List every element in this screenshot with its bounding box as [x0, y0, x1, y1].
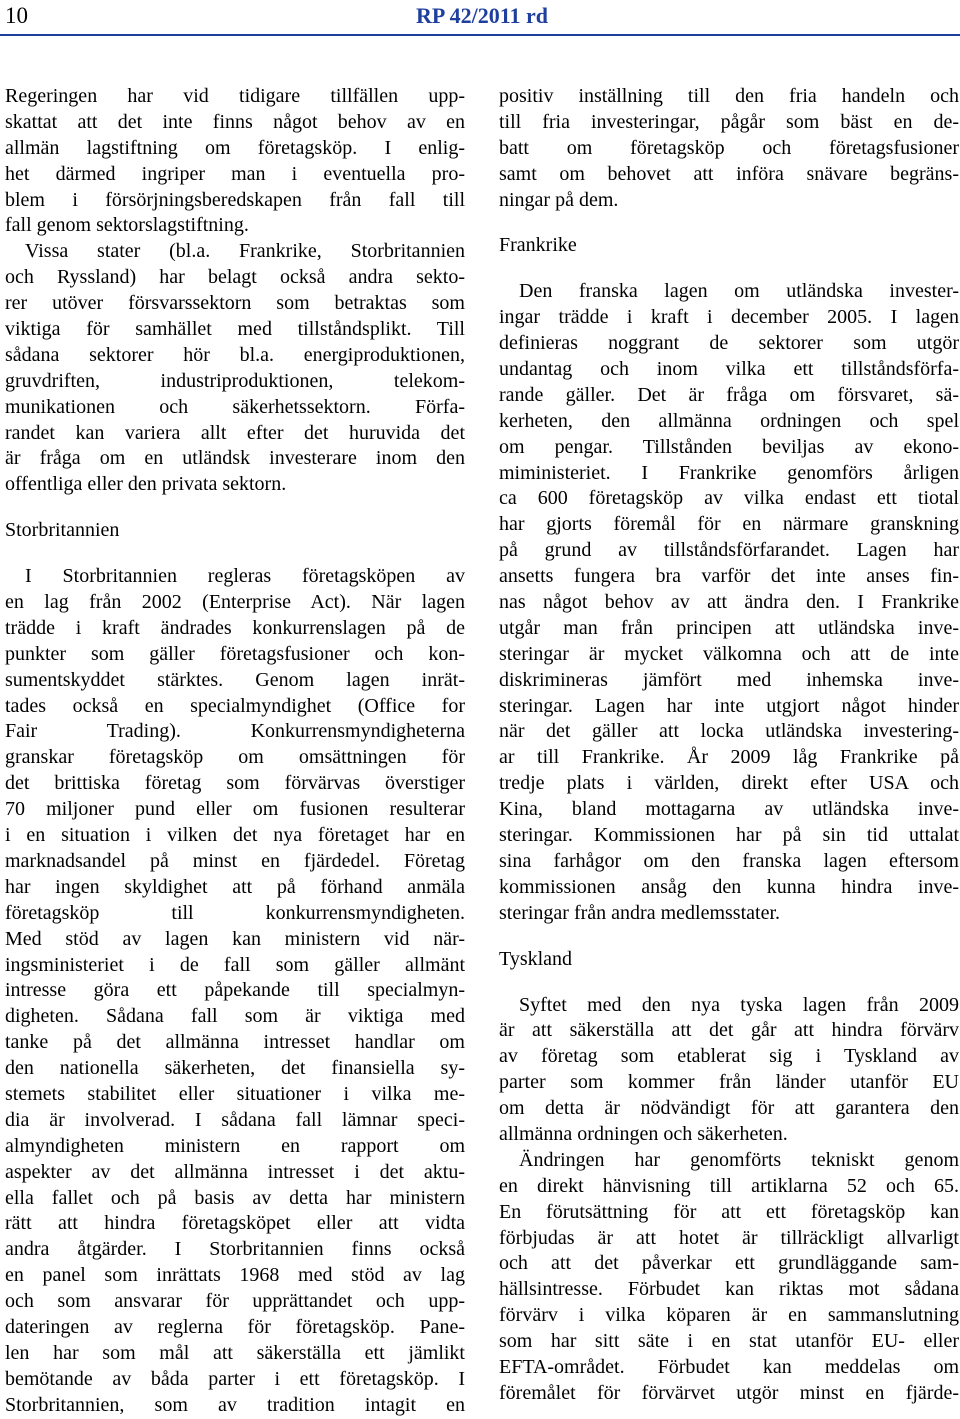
text-line: granskar företagsköp om omsättningen för	[5, 746, 465, 769]
paragraph-gap	[5, 498, 465, 518]
text-line: när det gäller att locka utländska investering-	[499, 720, 959, 743]
text-line: steringar. Kommissionen har på sin tid uttalat	[499, 824, 959, 847]
paragraph-gap	[499, 259, 959, 279]
text-line: munikationen och säkerhetssektorn. Förfa-	[5, 395, 465, 418]
text-line: om pengar. Tillstånden beviljas av ekono-	[499, 435, 959, 458]
text-line: allmän lagstiftning om företagsköp. I enlig-	[5, 136, 465, 159]
text-line: dia är involverad. I sådana fall lämnar speci-	[5, 1108, 465, 1131]
page-header	[0, 0, 960, 40]
text-line: och som ansvarar för upprättandet och upp-	[5, 1290, 465, 1313]
text-line: rer utöver försvarssektorn som betraktas som	[5, 292, 465, 315]
text-line: ningar på dem.	[499, 188, 619, 211]
text-line: är fråga om en utländsk investerare inom den	[5, 447, 465, 470]
text-line: andra åtgärder. I Storbritannien finns också	[5, 1238, 465, 1261]
text-line: ella fallet och på basis av detta har ministern	[5, 1186, 465, 1209]
text-line: digheten. Sådana fall som är viktiga med	[5, 1005, 465, 1028]
text-line: Vissa stater (bl.a. Frankrike, Storbritannien	[25, 240, 465, 263]
text-line: Den franska lagen om utländska invester-	[519, 280, 959, 303]
text-line: offentliga eller den privata sektorn.	[5, 473, 287, 496]
text-line: blem i försörjningsberedskapen från fall till	[5, 188, 465, 211]
text-line: till fria investeringar, pågår som bäst en de-	[499, 110, 959, 133]
text-line: ansetts fungera bra varför det inte anses fin-	[499, 565, 959, 588]
left-column	[5, 84, 465, 1419]
text-line: punkter som gäller företagsfusioner och kon-	[5, 642, 465, 665]
text-line: len har som mål att säkerställa ett jämlikt	[5, 1341, 465, 1364]
text-line: i en situation i vilken det nya företaget har en	[5, 824, 465, 847]
text-line: kommissionen ansåg den kunna hindra inve-	[499, 875, 959, 898]
right-column	[499, 84, 959, 1407]
text-line: samt om behovet att införa snävare begräns-	[499, 162, 959, 185]
text-line: har gjorts föremål för en närmare granskning	[499, 513, 959, 536]
text-line: stemets stabilitet eller situationer i vilka me-	[5, 1082, 465, 1105]
text-line: positiv inställning till den fria handeln och	[499, 85, 959, 107]
page-number: 10	[5, 3, 28, 28]
text-line: ca 600 företagsköp av vilka endast ett tiotal	[499, 487, 959, 510]
text-line: en direkt hänvisning till artiklarna 52 och 65.	[499, 1174, 959, 1197]
text-line: allmänna ordningen och säkerheten.	[499, 1122, 788, 1145]
section-heading: Frankrike	[499, 234, 577, 257]
text-line: och att det påverkar ett grundläggande sam-	[499, 1252, 959, 1275]
text-line: dateringen av reglerna för företagsköp. Pane-	[5, 1315, 465, 1338]
text-line: en panel som inrättats 1968 med stöd av lag	[5, 1264, 465, 1287]
text-line: kerheten, den allmänna ordningen och spel	[499, 409, 959, 432]
text-line: En förutsättning för att ett företagsköp kan	[499, 1200, 959, 1223]
text-line: Syftet med den nya tyska lagen från 2009	[519, 993, 959, 1016]
text-line: Regeringen har vid tidigare tillfällen upp-	[5, 85, 465, 107]
text-line: om detta är nödvändigt för att garantera den	[499, 1097, 959, 1120]
text-line: rande gäller. Det är fråga om försvaret, sä-	[499, 383, 959, 406]
paragraph-gap	[499, 927, 959, 947]
text-line: 70 miljoner pund eller om fusionen resulterar	[5, 798, 465, 821]
text-line: Kina, bland mottagarna av utländska inve-	[499, 798, 959, 821]
text-line: steringar är mycket välkomna och att de inte	[499, 642, 959, 665]
text-line: het därmed ingriper man i eventuella pro-	[5, 162, 465, 185]
text-line: ingar trädde i kraft i december 2005. I lagen	[499, 306, 959, 329]
text-line: är att säkerställa att det går att hindra förvärv	[499, 1019, 959, 1042]
section-heading: Tyskland	[499, 947, 573, 970]
text-line: en lag från 2002 (Enterprise Act). När lagen	[5, 591, 465, 614]
text-line: trädde i kraft ändrades konkurrenslagen på de	[5, 616, 465, 639]
text-line: aspekter av det allmänna intresset i det aktu-	[5, 1160, 465, 1183]
text-line: sådana sektorer hör bl.a. energiproduktionen,	[5, 343, 465, 366]
header-rule	[0, 34, 960, 36]
text-line: rätt att hindra företagsköpet eller att vidta	[5, 1212, 465, 1235]
paragraph-gap	[499, 213, 959, 233]
text-line: parter som kommer från länder utanför EU	[499, 1071, 959, 1094]
text-line: den nationella säkerheten, det finansiella sy-	[5, 1057, 465, 1080]
text-line: almyndigheten ministern en rapport om	[5, 1134, 465, 1157]
text-line: miministeriet. I Frankrike genomförs årligen	[499, 461, 959, 484]
text-line: Fair Trading). Konkurrensmyndigheterna	[5, 720, 465, 743]
paragraph-gap	[499, 973, 959, 993]
text-line: utgår man från principen att utländska inve-	[499, 616, 959, 639]
text-line: ingsministeriet i de fall som gäller allmänt	[5, 953, 465, 976]
text-line: Med stöd av lagen kan ministern vid när-	[5, 927, 465, 950]
document-id: RP 42/2011 rd	[415, 3, 548, 28]
text-line: viktiga för samhället med tillståndsplikt. Till	[5, 318, 465, 341]
text-line: bemötande av båda parter i ett företagsköp. I	[5, 1367, 465, 1390]
text-line: Ändringen har genomförts tekniskt genom	[519, 1148, 959, 1171]
text-line: steringar från andra medlemsstater.	[499, 901, 780, 924]
text-line: och Ryssland) har belagt också andra sekto-	[5, 266, 465, 289]
text-line: föremålet för förvärvet utgör minst en fjärde-	[499, 1381, 959, 1404]
section-heading: Storbritannien	[5, 519, 120, 542]
text-line: ar till Frankrike. År 2009 låg Frankrike på	[499, 746, 959, 769]
text-line: randet kan variera allt efter det huruvida det	[5, 421, 465, 444]
text-line: av företag som etablerat sig i Tyskland av	[499, 1045, 959, 1068]
text-line: har ingen skyldighet att på förhand anmäla	[5, 875, 465, 898]
paragraph-gap	[5, 544, 465, 564]
text-line: tades också en specialmyndighet (Office for	[5, 694, 465, 717]
text-line: förvärv i vilka köparen är en sammanslutning	[499, 1304, 959, 1327]
text-line: batt om företagsköp och företagsfusioner	[499, 136, 959, 159]
text-line: förbjudas är att hotet är tillräckligt allvarligt	[499, 1226, 959, 1249]
text-line: sumentskyddet stärktes. Genom lagen inrät-	[5, 668, 465, 691]
text-line: tanke på det allmänna intresset handlar om	[5, 1031, 465, 1054]
text-line: som har sitt säte i en stat utanför EU- eller	[499, 1330, 959, 1353]
text-line: fall genom sektorslagstiftning.	[5, 214, 249, 237]
text-line: EFTA-området. Förbudet kan meddelas om	[499, 1355, 959, 1378]
text-line: undantag och inom vilka ett tillståndsförfa-	[499, 358, 959, 381]
text-line: det brittiska företag som förvärvas överstiger	[5, 772, 465, 795]
text-line: företagsköp till konkurrensmyndigheten.	[5, 901, 465, 924]
text-line: på grund av tillståndsförfarandet. Lagen har	[499, 539, 959, 562]
text-line: definieras noggrant de sektorer som utgör	[499, 332, 959, 355]
text-line: skattat att det inte finns något behov av en	[5, 110, 465, 133]
text-line: hällsintresse. Förbudet kan riktas mot sådana	[499, 1278, 959, 1301]
text-line: Storbritannien, som av tradition intagit en	[5, 1393, 465, 1416]
text-line: sina farhågor om den franska lagen eftersom	[499, 849, 959, 872]
text-line: marknadsandel på minst en fjärdedel. Företag	[5, 849, 465, 872]
text-line: nas något behov av att ändra den. I Frankrike	[499, 591, 959, 614]
text-line: gruvdriften, industriproduktionen, telekom-	[5, 369, 465, 392]
text-line: I Storbritannien regleras företagsköpen av	[25, 565, 465, 588]
text-line: intresse göra ett påpekande till specialmyn-	[5, 979, 465, 1002]
text-line: tredje plats i världen, direkt efter USA och	[499, 772, 959, 795]
text-line: steringar. Lagen har inte utgjort något hinder	[499, 694, 959, 717]
text-line: diskrimineras jämfört med inhemska inve-	[499, 668, 959, 691]
